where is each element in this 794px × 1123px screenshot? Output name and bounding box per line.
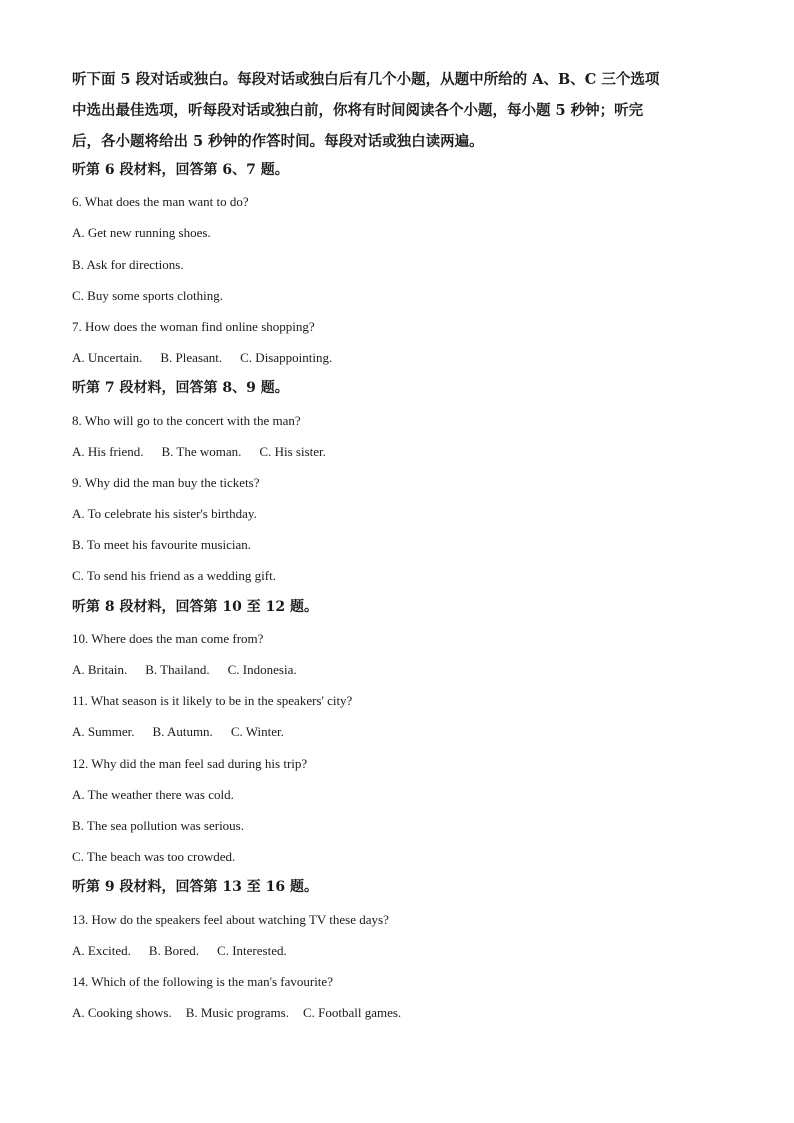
option-b: B. Autumn.: [152, 724, 213, 740]
option-a: A. The weather there was cold.: [72, 786, 234, 802]
option-b: B. Thailand.: [145, 662, 210, 677]
option-c: C. Indonesia.: [227, 662, 297, 677]
option-b: B. Pleasant.: [160, 350, 223, 366]
option-c: C. Interested.: [217, 942, 287, 958]
option-c: C. Buy some sports clothing.: [72, 287, 223, 303]
option-c: C. To send his friend as a wedding gift.: [72, 568, 276, 584]
options-row: [72, 997, 722, 1028]
question-text: 8. Who will go to the concert with the man?: [72, 412, 301, 428]
instructions-line: 中选出最佳选项，听每段对话或独白前，你将有时间阅读各个小题，每小题 5 秒钟；听完: [72, 102, 644, 119]
section-heading: 听第 6 段材料，回答第 6、7 题。: [72, 162, 289, 178]
options-row: [72, 654, 722, 685]
option-b: B. Bored.: [148, 942, 200, 958]
options-row: [72, 342, 722, 373]
options-row: [72, 716, 722, 747]
question-text: 6. What does the man want to do?: [72, 194, 249, 210]
option-b: B. The sea pollution was serious.: [72, 817, 244, 833]
option-c: C. The beach was too crowded.: [72, 849, 236, 865]
instructions-line: 听下面 5 段对话或独白。每段对话或独白后有几个小题，从题中所给的 A、B、C 三个选项: [72, 71, 660, 88]
options-row: [72, 436, 722, 467]
questions-list: [72, 155, 722, 1028]
question-text: 13. How do the speakers feel about watching TV these days?: [72, 911, 389, 927]
question-text: 11. What season is it likely to be in the speakers' city?: [72, 693, 353, 709]
option-b: B. Ask for directions.: [72, 256, 184, 272]
instructions-paragraph: [72, 64, 722, 157]
option-c: C. Winter.: [230, 724, 284, 740]
option-c: C. Football games.: [302, 1005, 402, 1021]
option-b: B. The woman.: [161, 443, 242, 459]
question-text: 10. Where does the man come from?: [72, 630, 264, 646]
question-text: 7. How does the woman find online shopping?: [72, 318, 315, 334]
option-a: A. To celebrate his sister's birthday.: [72, 506, 257, 522]
options-row: [72, 935, 722, 966]
question-text: 9. Why did the man buy the tickets?: [72, 474, 260, 490]
question-text: 14. Which of the following is the man's favourite?: [72, 973, 333, 989]
option-a: A. Cooking shows.: [72, 1005, 172, 1021]
section-heading: 听第 8 段材料，回答第 10 至 12 题。: [72, 598, 318, 615]
option-a: A. Excited.: [72, 942, 131, 958]
instructions-line: 后，各小题将给出 5 秒钟的作答时间。每段对话或独白读两遍。: [72, 133, 484, 150]
option-c: C. Disappointing.: [240, 350, 333, 366]
option-a: A. Britain.: [72, 662, 128, 677]
option-b: B. To meet his favourite musician.: [72, 537, 252, 553]
question-text: 12. Why did the man feel sad during his trip?: [72, 755, 308, 771]
option-a: A. Get new running shoes.: [72, 225, 211, 241]
option-b: B. Music programs.: [185, 1005, 289, 1021]
section-heading: 听第 9 段材料，回答第 13 至 16 题。: [72, 879, 318, 896]
option-a: A. Uncertain.: [72, 350, 143, 366]
option-a: A. His friend.: [72, 443, 144, 459]
section-heading: 听第 7 段材料，回答第 8、9 题。: [72, 380, 289, 397]
option-c: C. His sister.: [259, 443, 326, 459]
option-a: A. Summer.: [72, 724, 135, 740]
